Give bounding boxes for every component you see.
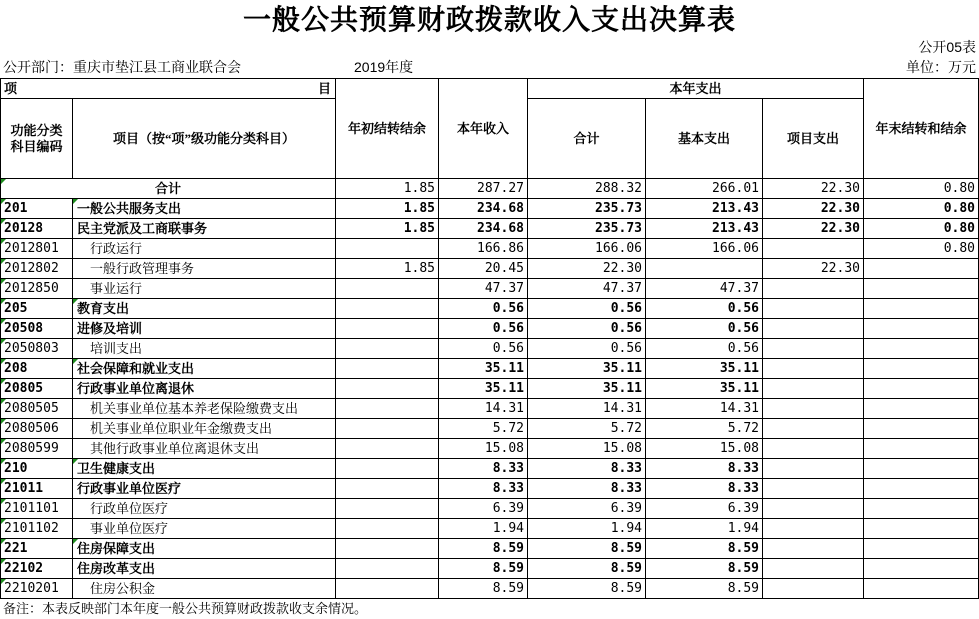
subject-name-cell — [73, 579, 336, 599]
green-corner-marker-icon — [1, 199, 6, 204]
income-cell: 8.59 — [439, 579, 528, 599]
project-expenditure-cell — [763, 299, 864, 319]
income-cell: 47.37 — [439, 279, 528, 299]
subject-name: 行政事业单位医疗 — [77, 481, 182, 496]
subject-code-cell — [1, 279, 73, 299]
subject-code: 2080505 — [4, 401, 59, 416]
expenditure-total-cell: 8.59 — [528, 559, 646, 579]
income-cell: 0.56 — [439, 339, 528, 359]
project-expenditure-cell — [763, 559, 864, 579]
fiscal-year-label: 2019年度 — [354, 59, 414, 75]
subject-code: 208 — [4, 361, 28, 376]
basic-expenditure-cell: 47.37 — [646, 279, 763, 299]
total-closing-balance-cell: 0.80 — [864, 179, 979, 199]
basic-expenditure-cell: 8.59 — [646, 539, 763, 559]
table-row — [1, 199, 979, 219]
income-cell: 15.08 — [439, 439, 528, 459]
expenditure-total-cell: 0.56 — [528, 299, 646, 319]
closing-balance-cell — [864, 579, 979, 599]
income-cell: 234.68 — [439, 199, 528, 219]
green-corner-marker-icon — [1, 439, 6, 444]
opening-balance-header: 年初结转结余 — [336, 79, 439, 179]
subject-name-cell — [73, 419, 336, 439]
table-row — [1, 339, 979, 359]
subject-name: 卫生健康支出 — [77, 461, 156, 476]
unit-label: 单位：万元 — [906, 59, 976, 75]
subject-code: 205 — [4, 301, 28, 316]
basic-expenditure-cell: 0.56 — [646, 339, 763, 359]
opening-balance-cell — [336, 239, 439, 259]
item-header — [1, 80, 335, 97]
subject-name-cell — [73, 359, 336, 379]
basic-expenditure-cell: 14.31 — [646, 399, 763, 419]
basic-expenditure-header: 基本支出 — [646, 99, 763, 179]
expenditure-total-cell: 35.11 — [528, 379, 646, 399]
expenditure-total-cell: 35.11 — [528, 359, 646, 379]
department-label: 公开部门：重庆市垫江县工商业联合会 — [3, 59, 241, 75]
project-expenditure-cell — [763, 539, 864, 559]
meta-line — [0, 58, 979, 77]
basic-expenditure-cell: 0.56 — [646, 319, 763, 339]
table-row — [1, 299, 979, 319]
green-corner-marker-icon — [1, 239, 6, 244]
closing-balance-cell — [864, 519, 979, 539]
green-corner-marker-icon — [1, 419, 6, 424]
expenditure-total-cell: 1.94 — [528, 519, 646, 539]
basic-expenditure-cell: 5.72 — [646, 419, 763, 439]
project-expenditure-cell — [763, 359, 864, 379]
closing-balance-cell — [864, 359, 979, 379]
table-row — [1, 279, 979, 299]
green-corner-marker-icon — [1, 499, 6, 504]
subject-code-cell — [1, 359, 73, 379]
subject-code-cell — [1, 459, 73, 479]
subject-name: 行政运行 — [90, 241, 143, 256]
green-corner-marker-icon — [1, 319, 6, 324]
closing-balance-cell — [864, 459, 979, 479]
closing-balance-cell: 0.80 — [864, 219, 979, 239]
opening-balance-cell — [336, 319, 439, 339]
expenditure-total-header: 合计 — [528, 99, 646, 179]
subject-name: 住房公积金 — [90, 581, 156, 596]
income-cell: 5.72 — [439, 419, 528, 439]
closing-balance-cell — [864, 399, 979, 419]
closing-balance-cell — [864, 479, 979, 499]
subject-code-cell — [1, 319, 73, 339]
table-row — [1, 499, 979, 519]
green-corner-marker-icon — [73, 299, 78, 304]
green-corner-marker-icon — [1, 539, 6, 544]
project-expenditure-cell: 22.30 — [763, 199, 864, 219]
subject-code-cell — [1, 219, 73, 239]
subject-code: 20508 — [4, 321, 44, 336]
subject-code: 201 — [4, 201, 28, 216]
closing-balance-cell — [864, 259, 979, 279]
income-cell: 0.56 — [439, 299, 528, 319]
table-row — [1, 219, 979, 239]
subject-code-cell — [1, 539, 73, 559]
basic-expenditure-cell: 0.56 — [646, 299, 763, 319]
opening-balance-cell — [336, 519, 439, 539]
opening-balance-cell — [336, 399, 439, 419]
closing-balance-cell: 0.80 — [864, 199, 979, 219]
opening-balance-cell — [336, 359, 439, 379]
green-corner-marker-icon — [1, 519, 6, 524]
table-row — [1, 319, 979, 339]
subject-name-cell — [73, 199, 336, 219]
subject-name: 事业单位医疗 — [90, 521, 169, 536]
expenditure-total-cell: 8.33 — [528, 479, 646, 499]
project-expenditure-cell — [763, 399, 864, 419]
green-corner-marker-icon — [1, 219, 6, 224]
subject-code-cell — [1, 339, 73, 359]
expenditure-total-cell: 14.31 — [528, 399, 646, 419]
opening-balance-cell — [336, 299, 439, 319]
subject-code-cell — [1, 579, 73, 599]
subject-code-cell — [1, 559, 73, 579]
opening-balance-cell — [336, 339, 439, 359]
subject-code-cell — [1, 199, 73, 219]
subject-name-cell — [73, 299, 336, 319]
closing-balance-cell — [864, 559, 979, 579]
opening-balance-cell — [336, 559, 439, 579]
subject-code-cell — [1, 479, 73, 499]
opening-balance-cell — [336, 279, 439, 299]
closing-balance-cell — [864, 439, 979, 459]
expenditure-total-cell: 5.72 — [528, 419, 646, 439]
subject-name: 机关事业单位基本养老保险缴费支出 — [90, 401, 299, 416]
table-row — [1, 259, 979, 279]
subject-code: 2012802 — [4, 261, 59, 276]
subject-code: 2050803 — [4, 341, 59, 356]
closing-balance-cell — [864, 299, 979, 319]
expenditure-total-cell: 6.39 — [528, 499, 646, 519]
subject-name-header: 项目（按“项”级功能分类科目） — [73, 99, 336, 179]
subject-name: 机关事业单位职业年金缴费支出 — [90, 421, 273, 436]
subject-code-cell — [1, 419, 73, 439]
subject-code-cell — [1, 259, 73, 279]
basic-expenditure-cell: 8.59 — [646, 579, 763, 599]
project-expenditure-cell: 22.30 — [763, 259, 864, 279]
subject-code: 20805 — [4, 381, 44, 396]
subject-name: 教育支出 — [77, 301, 130, 316]
total-label-cell — [1, 179, 336, 199]
opening-balance-cell — [336, 499, 439, 519]
table-row — [1, 359, 979, 379]
subject-name: 民主党派及工商联事务 — [77, 221, 208, 236]
expenditure-total-cell: 0.56 — [528, 319, 646, 339]
table-row — [1, 399, 979, 419]
green-corner-marker-icon — [1, 399, 6, 404]
project-expenditure-cell — [763, 519, 864, 539]
subject-name: 住房改革支出 — [77, 561, 156, 576]
subject-code-header-line1: 功能分类 — [10, 122, 63, 138]
table-row — [1, 239, 979, 259]
opening-balance-cell — [336, 379, 439, 399]
project-expenditure-cell — [763, 319, 864, 339]
subject-name: 行政事业单位离退休 — [77, 381, 195, 396]
basic-expenditure-cell: 15.08 — [646, 439, 763, 459]
income-header: 本年收入 — [439, 79, 528, 179]
subject-code-cell — [1, 379, 73, 399]
total-income-cell: 287.27 — [439, 179, 528, 199]
table-row — [1, 419, 979, 439]
green-corner-marker-icon — [1, 379, 6, 384]
table-row — [1, 379, 979, 399]
closing-balance-cell — [864, 339, 979, 359]
opening-balance-cell — [336, 419, 439, 439]
project-expenditure-cell — [763, 339, 864, 359]
income-cell: 8.33 — [439, 459, 528, 479]
income-cell: 14.31 — [439, 399, 528, 419]
subject-code: 2210201 — [4, 581, 59, 596]
table-row — [1, 519, 979, 539]
basic-expenditure-cell: 8.33 — [646, 479, 763, 499]
subject-code: 2101102 — [4, 521, 59, 536]
subject-name-cell — [73, 439, 336, 459]
project-expenditure-header: 项目支出 — [763, 99, 864, 179]
table-sheet — [0, 78, 979, 617]
subject-name-cell — [73, 379, 336, 399]
subject-code: 2012850 — [4, 281, 59, 296]
opening-balance-cell — [336, 459, 439, 479]
green-corner-marker-icon — [1, 479, 6, 484]
project-expenditure-cell — [763, 279, 864, 299]
opening-balance-cell: 1.85 — [336, 199, 439, 219]
green-corner-marker-icon — [73, 539, 78, 544]
budget-table — [0, 78, 979, 599]
project-expenditure-cell — [763, 479, 864, 499]
expenditure-total-cell: 0.56 — [528, 339, 646, 359]
table-row — [1, 459, 979, 479]
closing-balance-cell: 0.80 — [864, 239, 979, 259]
item-header-right: 目 — [317, 81, 331, 96]
subject-code-cell — [1, 239, 73, 259]
green-corner-marker-icon — [1, 179, 6, 184]
subject-name: 其他行政事业单位离退休支出 — [90, 441, 260, 456]
opening-balance-cell — [336, 439, 439, 459]
expenditure-total-cell: 47.37 — [528, 279, 646, 299]
green-corner-marker-icon — [1, 279, 6, 284]
green-corner-marker-icon — [1, 459, 6, 464]
green-corner-marker-icon — [1, 359, 6, 364]
basic-expenditure-cell: 6.39 — [646, 499, 763, 519]
income-cell: 8.33 — [439, 479, 528, 499]
subject-code-header-line2: 科目编码 — [10, 138, 63, 154]
footnote: 备注：本表反映部门本年度一般公共预算财政拨款收支余情况。 — [3, 601, 368, 616]
subject-name-cell — [73, 479, 336, 499]
subject-name-cell — [73, 519, 336, 539]
subject-name-cell — [73, 559, 336, 579]
subject-code-cell — [1, 499, 73, 519]
project-expenditure-cell — [763, 459, 864, 479]
subject-code: 2101101 — [4, 501, 59, 516]
subject-name: 一般行政管理事务 — [90, 261, 195, 276]
income-cell: 35.11 — [439, 359, 528, 379]
subject-name-cell — [73, 259, 336, 279]
subject-code-cell — [1, 299, 73, 319]
header-row-top — [1, 79, 979, 99]
subject-code-cell — [1, 439, 73, 459]
closing-balance-cell — [864, 419, 979, 439]
opening-balance-cell — [336, 539, 439, 559]
project-expenditure-cell — [763, 499, 864, 519]
subject-name: 社会保障和就业支出 — [77, 361, 195, 376]
project-expenditure-cell — [763, 419, 864, 439]
project-expenditure-cell — [763, 439, 864, 459]
expenditure-total-cell: 8.33 — [528, 459, 646, 479]
closing-balance-cell — [864, 379, 979, 399]
project-expenditure-cell — [763, 239, 864, 259]
basic-expenditure-cell: 8.59 — [646, 559, 763, 579]
total-label: 合计 — [154, 181, 181, 196]
expenditure-header: 本年支出 — [528, 79, 864, 99]
opening-balance-cell — [336, 479, 439, 499]
project-expenditure-cell: 22.30 — [763, 219, 864, 239]
table-row — [1, 479, 979, 499]
green-corner-marker-icon — [73, 359, 78, 364]
subject-code: 221 — [4, 541, 28, 556]
opening-balance-cell — [336, 579, 439, 599]
closing-balance-cell — [864, 279, 979, 299]
green-corner-marker-icon — [1, 259, 6, 264]
basic-expenditure-cell — [646, 259, 763, 279]
basic-expenditure-cell: 213.43 — [646, 219, 763, 239]
project-expenditure-cell — [763, 579, 864, 599]
closing-balance-cell — [864, 539, 979, 559]
item-header-left: 项 — [4, 81, 18, 96]
subject-code-cell — [1, 519, 73, 539]
subject-code-cell — [1, 399, 73, 419]
total-basic-expenditure-cell: 266.01 — [646, 179, 763, 199]
expenditure-total-cell: 166.06 — [528, 239, 646, 259]
subject-code: 21011 — [4, 481, 44, 496]
green-corner-marker-icon — [73, 199, 78, 204]
closing-balance-cell — [864, 319, 979, 339]
expenditure-total-cell: 8.59 — [528, 539, 646, 559]
green-corner-marker-icon — [1, 559, 6, 564]
subject-name-cell — [73, 219, 336, 239]
expenditure-total-cell: 15.08 — [528, 439, 646, 459]
subject-code-header — [1, 99, 73, 179]
income-cell: 166.86 — [439, 239, 528, 259]
table-row — [1, 579, 979, 599]
total-project-expenditure-cell: 22.30 — [763, 179, 864, 199]
subject-name: 事业运行 — [90, 281, 143, 296]
closing-balance-header: 年末结转和结余 — [864, 79, 979, 179]
total-row — [1, 179, 979, 199]
expenditure-total-cell: 235.73 — [528, 219, 646, 239]
subject-code: 2080599 — [4, 441, 59, 456]
subject-name-cell — [73, 459, 336, 479]
income-cell: 8.59 — [439, 559, 528, 579]
subject-name-cell — [73, 539, 336, 559]
subject-code: 2012801 — [4, 241, 59, 256]
income-cell: 1.94 — [439, 519, 528, 539]
basic-expenditure-cell: 35.11 — [646, 359, 763, 379]
subject-code: 20128 — [4, 221, 44, 236]
subject-code: 210 — [4, 461, 28, 476]
subject-name-cell — [73, 339, 336, 359]
page-title: 一般公共预算财政拨款收入支出决算表 — [242, 3, 736, 36]
expenditure-total-cell: 22.30 — [528, 259, 646, 279]
expenditure-total-cell: 235.73 — [528, 199, 646, 219]
item-header-cell — [1, 79, 336, 99]
subject-name-cell — [73, 319, 336, 339]
subject-name-cell — [73, 499, 336, 519]
table-header — [1, 79, 979, 179]
green-corner-marker-icon — [1, 339, 6, 344]
form-number: 公开05表 — [918, 39, 976, 55]
basic-expenditure-cell: 166.06 — [646, 239, 763, 259]
income-cell: 8.59 — [439, 539, 528, 559]
project-expenditure-cell — [763, 379, 864, 399]
income-cell: 35.11 — [439, 379, 528, 399]
subject-name-cell — [73, 239, 336, 259]
opening-balance-cell: 1.85 — [336, 259, 439, 279]
basic-expenditure-cell: 8.33 — [646, 459, 763, 479]
table-row — [1, 439, 979, 459]
table-row — [1, 539, 979, 559]
subject-code: 22102 — [4, 561, 44, 576]
subject-name: 住房保障支出 — [77, 541, 156, 556]
subject-name: 行政单位医疗 — [90, 501, 169, 516]
table-body — [1, 179, 979, 599]
table-row — [1, 559, 979, 579]
green-corner-marker-icon — [1, 579, 6, 584]
subject-code: 2080506 — [4, 421, 59, 436]
income-cell: 234.68 — [439, 219, 528, 239]
closing-balance-cell — [864, 499, 979, 519]
opening-balance-cell: 1.85 — [336, 219, 439, 239]
subject-name: 一般公共服务支出 — [77, 201, 182, 216]
green-corner-marker-icon — [1, 299, 6, 304]
income-cell: 6.39 — [439, 499, 528, 519]
total-opening-balance-cell: 1.85 — [336, 179, 439, 199]
subject-name: 培训支出 — [90, 341, 143, 356]
income-cell: 20.45 — [439, 259, 528, 279]
income-cell: 0.56 — [439, 319, 528, 339]
expenditure-total-cell: 8.59 — [528, 579, 646, 599]
basic-expenditure-cell: 35.11 — [646, 379, 763, 399]
basic-expenditure-cell: 1.94 — [646, 519, 763, 539]
subject-name-cell — [73, 279, 336, 299]
green-corner-marker-icon — [73, 459, 78, 464]
total-expenditure-total-cell: 288.32 — [528, 179, 646, 199]
subject-name-cell — [73, 399, 336, 419]
basic-expenditure-cell: 213.43 — [646, 199, 763, 219]
subject-name: 进修及培训 — [77, 321, 143, 336]
